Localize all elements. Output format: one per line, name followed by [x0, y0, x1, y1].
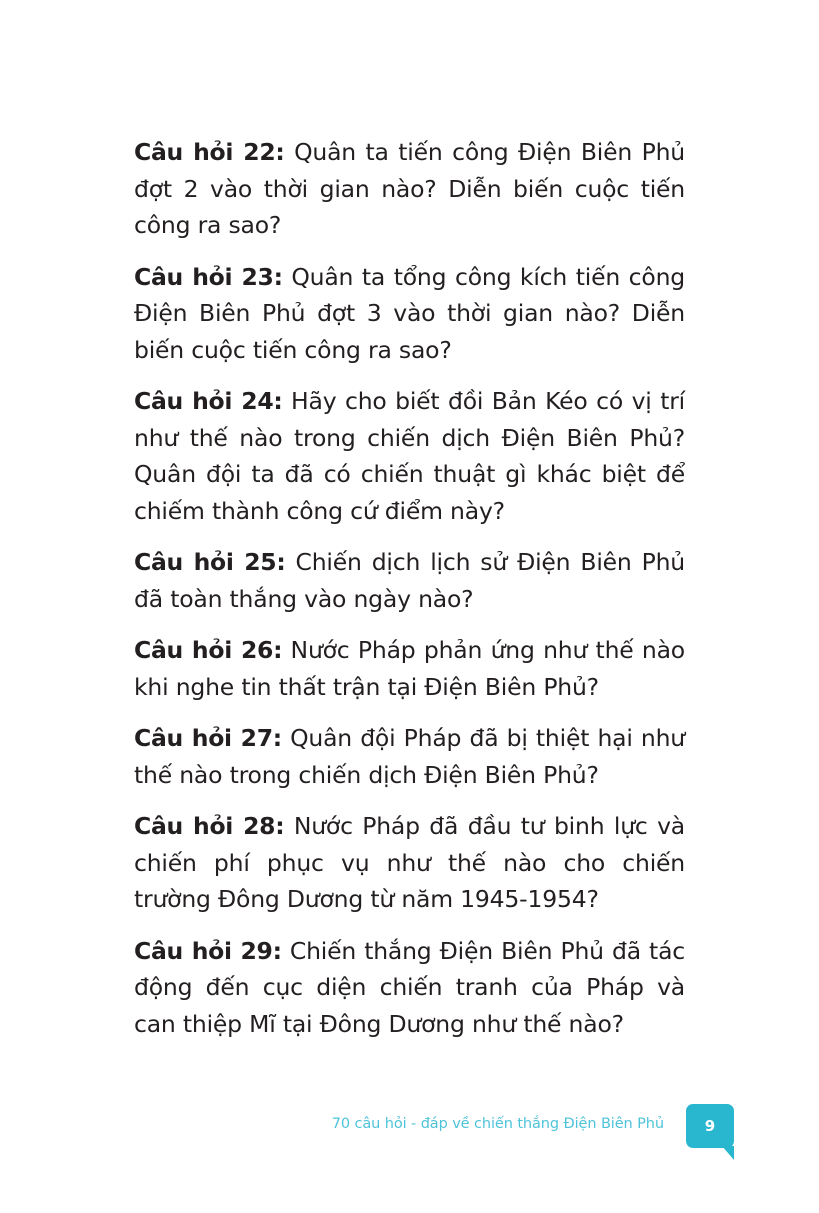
question-text: Quân ta tiến công Điện Biên Phủ đợt 2 vào thời gian nào? Diễn biến cuộc tiến công ra sao?	[134, 138, 685, 239]
page-number-badge	[686, 1104, 734, 1148]
page-number: 9	[704, 1117, 716, 1135]
question-29	[134, 933, 685, 1043]
question-text: Nước Pháp phản ứng như thế nào khi nghe tin thất trận tại Điện Biên Phủ?	[134, 636, 685, 701]
question-text: Chiến dịch lịch sử Điện Biên Phủ đã toàn thắng vào ngày nào?	[134, 548, 685, 613]
question-23	[134, 259, 685, 369]
question-list	[134, 134, 685, 1057]
question-27	[134, 720, 685, 793]
question-label: Câu hỏi 27:	[134, 724, 282, 752]
question-text: Nước Pháp đã đầu tư binh lực và chiến phí phục vụ như thế nào cho chiến trường Đông Dương từ năm 1945-1954?	[134, 812, 685, 913]
question-label: Câu hỏi 24:	[134, 387, 283, 415]
question-text: Quân đội Pháp đã bị thiệt hại như thế nào trong chiến dịch Điện Biên Phủ?	[134, 724, 685, 789]
question-label: Câu hỏi 26:	[134, 636, 283, 664]
running-footer-title: 70 câu hỏi - đáp về chiến thắng Điện Biên Phủ	[331, 1116, 664, 1132]
question-24	[134, 383, 685, 529]
question-label: Câu hỏi 29:	[134, 936, 282, 965]
question-label: Câu hỏi 22:	[134, 138, 285, 166]
question-text: Hãy cho biết đồi Bản Kéo có vị trí như thế nào trong chiến dịch Điện Biên Phủ? Quân đội ta đã có chiến thuật gì khác biệt để chiếm thành công cứ điểm này?	[134, 387, 685, 525]
question-text: Chiến thắng Điện Biên Phủ đã tác động đến cục diện chiến tranh của Pháp và can thiệp Mĩ tại Đông Dương như thế nào?	[134, 936, 685, 1038]
question-22	[134, 134, 685, 244]
question-25	[134, 544, 685, 617]
question-label: Câu hỏi 23:	[134, 262, 283, 291]
question-label: Câu hỏi 28:	[134, 812, 285, 840]
question-26	[134, 632, 685, 705]
question-label: Câu hỏi 25:	[134, 548, 286, 576]
question-text: Quân ta tổng công kích tiến công Điện Biên Phủ đợt 3 vào thời gian nào? Diễn biến cuộc tiến công ra sao?	[134, 262, 685, 364]
question-28	[134, 808, 685, 918]
